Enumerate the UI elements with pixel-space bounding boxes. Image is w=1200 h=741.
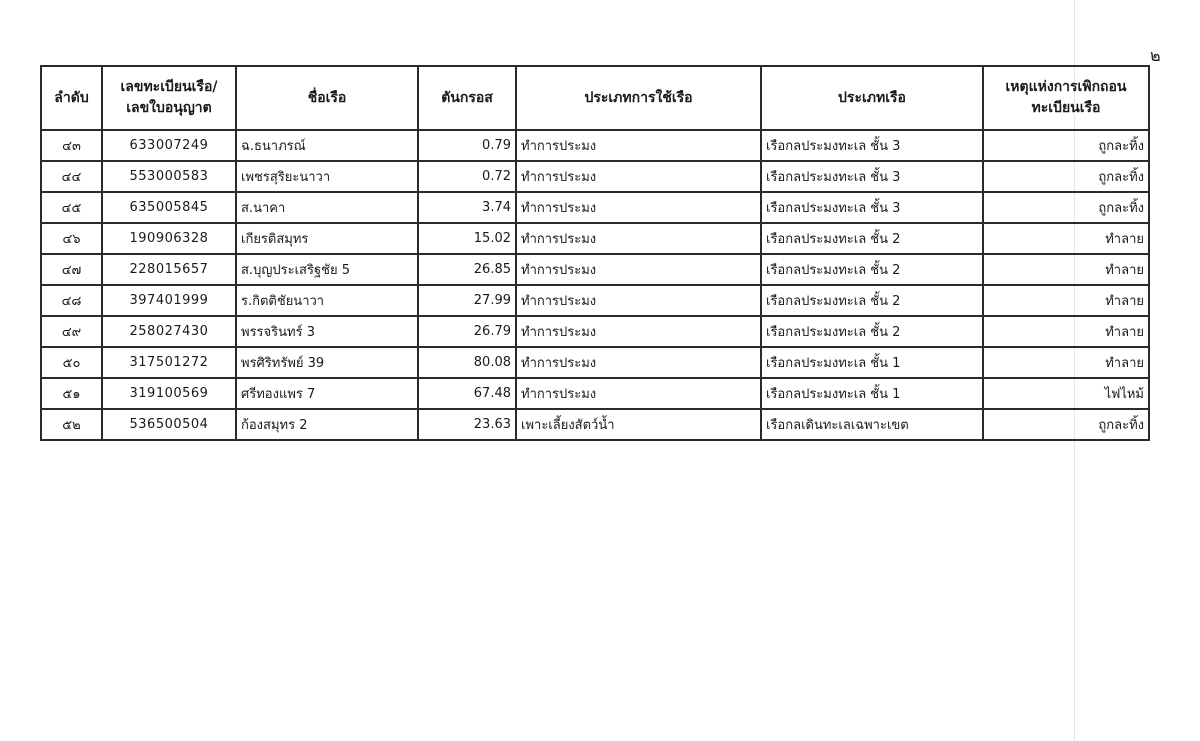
cell-revocation-reason: ถูกละทิ้ง [983,192,1149,223]
table-row [41,316,1149,347]
header-registration-line1: เลขทะเบียนเรือ/ [120,79,218,95]
cell-boat-type: เรือกลประมงทะเล ชั้น 3 [761,130,983,161]
cell-usage-type: ทำการประมง [516,130,761,161]
cell-boat-name: ร.กิตติชัยนาวา [236,285,418,316]
cell-usage-type: ทำการประมง [516,347,761,378]
cell-tonnage: 67.48 [418,378,516,409]
cell-order: ๕๑ [41,378,102,409]
cell-registration-number: 635005845 [102,192,236,223]
cell-order: ๔๘ [41,285,102,316]
cell-revocation-reason: ทำลาย [983,347,1149,378]
cell-registration-number: 536500504 [102,409,236,440]
cell-revocation-reason: ถูกละทิ้ง [983,161,1149,192]
header-revocation-reason [983,66,1149,130]
cell-tonnage: 26.79 [418,316,516,347]
table-row [41,347,1149,378]
cell-boat-name: เกียรติสมุทร [236,223,418,254]
cell-tonnage: 3.74 [418,192,516,223]
cell-tonnage: 26.85 [418,254,516,285]
header-tonnage: ตันกรอส [418,66,516,130]
table-row [41,378,1149,409]
header-reason-line2: ทะเบียนเรือ [1031,100,1101,116]
cell-order: ๔๓ [41,130,102,161]
header-registration-line2: เลขใบอนุญาต [126,100,212,116]
header-registration-number [102,66,236,130]
cell-revocation-reason: ถูกละทิ้ง [983,130,1149,161]
cell-usage-type: เพาะเลี้ยงสัตว์น้ำ [516,409,761,440]
cell-usage-type: ทำการประมง [516,285,761,316]
table-row [41,285,1149,316]
cell-boat-name: ส.บุญประเสริฐชัย 5 [236,254,418,285]
cell-boat-name: ก้องสมุทร 2 [236,409,418,440]
cell-usage-type: ทำการประมง [516,161,761,192]
cell-order: ๔๗ [41,254,102,285]
cell-usage-type: ทำการประมง [516,254,761,285]
table-row [41,161,1149,192]
cell-registration-number: 319100569 [102,378,236,409]
cell-boat-name: ฉ.ธนาภรณ์ [236,130,418,161]
table-row [41,130,1149,161]
cell-registration-number: 317501272 [102,347,236,378]
cell-registration-number: 258027430 [102,316,236,347]
cell-order: ๔๙ [41,316,102,347]
table-row [41,254,1149,285]
cell-revocation-reason: ทำลาย [983,223,1149,254]
cell-boat-type: เรือกลประมงทะเล ชั้น 2 [761,285,983,316]
header-boat-name: ชื่อเรือ [236,66,418,130]
cell-boat-type: เรือกลประมงทะเล ชั้น 1 [761,347,983,378]
cell-boat-name: ศรีทองแพร 7 [236,378,418,409]
table-row [41,192,1149,223]
cell-revocation-reason: ไฟไหม้ [983,378,1149,409]
cell-boat-type: เรือกลประมงทะเล ชั้น 3 [761,161,983,192]
table-header [41,66,1149,130]
cell-registration-number: 633007249 [102,130,236,161]
table-row [41,409,1149,440]
cell-usage-type: ทำการประมง [516,378,761,409]
cell-tonnage: 23.63 [418,409,516,440]
cell-boat-name: พรรจรินทร์ 3 [236,316,418,347]
cell-order: ๔๖ [41,223,102,254]
header-reason-line1: เหตุแห่งการเพิกถอน [1005,79,1127,95]
cell-tonnage: 27.99 [418,285,516,316]
cell-registration-number: 190906328 [102,223,236,254]
cell-order: ๔๔ [41,161,102,192]
cell-registration-number: 397401999 [102,285,236,316]
cell-usage-type: ทำการประมง [516,316,761,347]
cell-boat-type: เรือกลประมงทะเล ชั้น 2 [761,254,983,285]
header-boat-type: ประเภทเรือ [761,66,983,130]
header-usage-type: ประเภทการใช้เรือ [516,66,761,130]
cell-boat-type: เรือกลประมงทะเล ชั้น 3 [761,192,983,223]
cell-tonnage: 15.02 [418,223,516,254]
cell-tonnage: 0.79 [418,130,516,161]
table-row [41,223,1149,254]
page-number: ๒ [1150,46,1161,65]
cell-boat-type: เรือกลเดินทะเลเฉพาะเขต [761,409,983,440]
cell-boat-type: เรือกลประมงทะเล ชั้น 1 [761,378,983,409]
cell-tonnage: 0.72 [418,161,516,192]
cell-usage-type: ทำการประมง [516,192,761,223]
cell-usage-type: ทำการประมง [516,223,761,254]
cell-order: ๕๒ [41,409,102,440]
revoked-boat-registry-table [40,65,1150,441]
header-order: ลำดับ [41,66,102,130]
table-body [41,130,1149,440]
cell-revocation-reason: ทำลาย [983,285,1149,316]
cell-boat-name: พรศิริทรัพย์ 39 [236,347,418,378]
cell-tonnage: 80.08 [418,347,516,378]
cell-registration-number: 228015657 [102,254,236,285]
cell-boat-type: เรือกลประมงทะเล ชั้น 2 [761,223,983,254]
cell-order: ๕๐ [41,347,102,378]
cell-order: ๔๕ [41,192,102,223]
cell-boat-type: เรือกลประมงทะเล ชั้น 2 [761,316,983,347]
cell-boat-name: เพชรสุริยะนาวา [236,161,418,192]
cell-revocation-reason: ทำลาย [983,254,1149,285]
cell-revocation-reason: ถูกละทิ้ง [983,409,1149,440]
header-row [41,66,1149,130]
cell-revocation-reason: ทำลาย [983,316,1149,347]
cell-registration-number: 553000583 [102,161,236,192]
cell-boat-name: ส.นาคา [236,192,418,223]
